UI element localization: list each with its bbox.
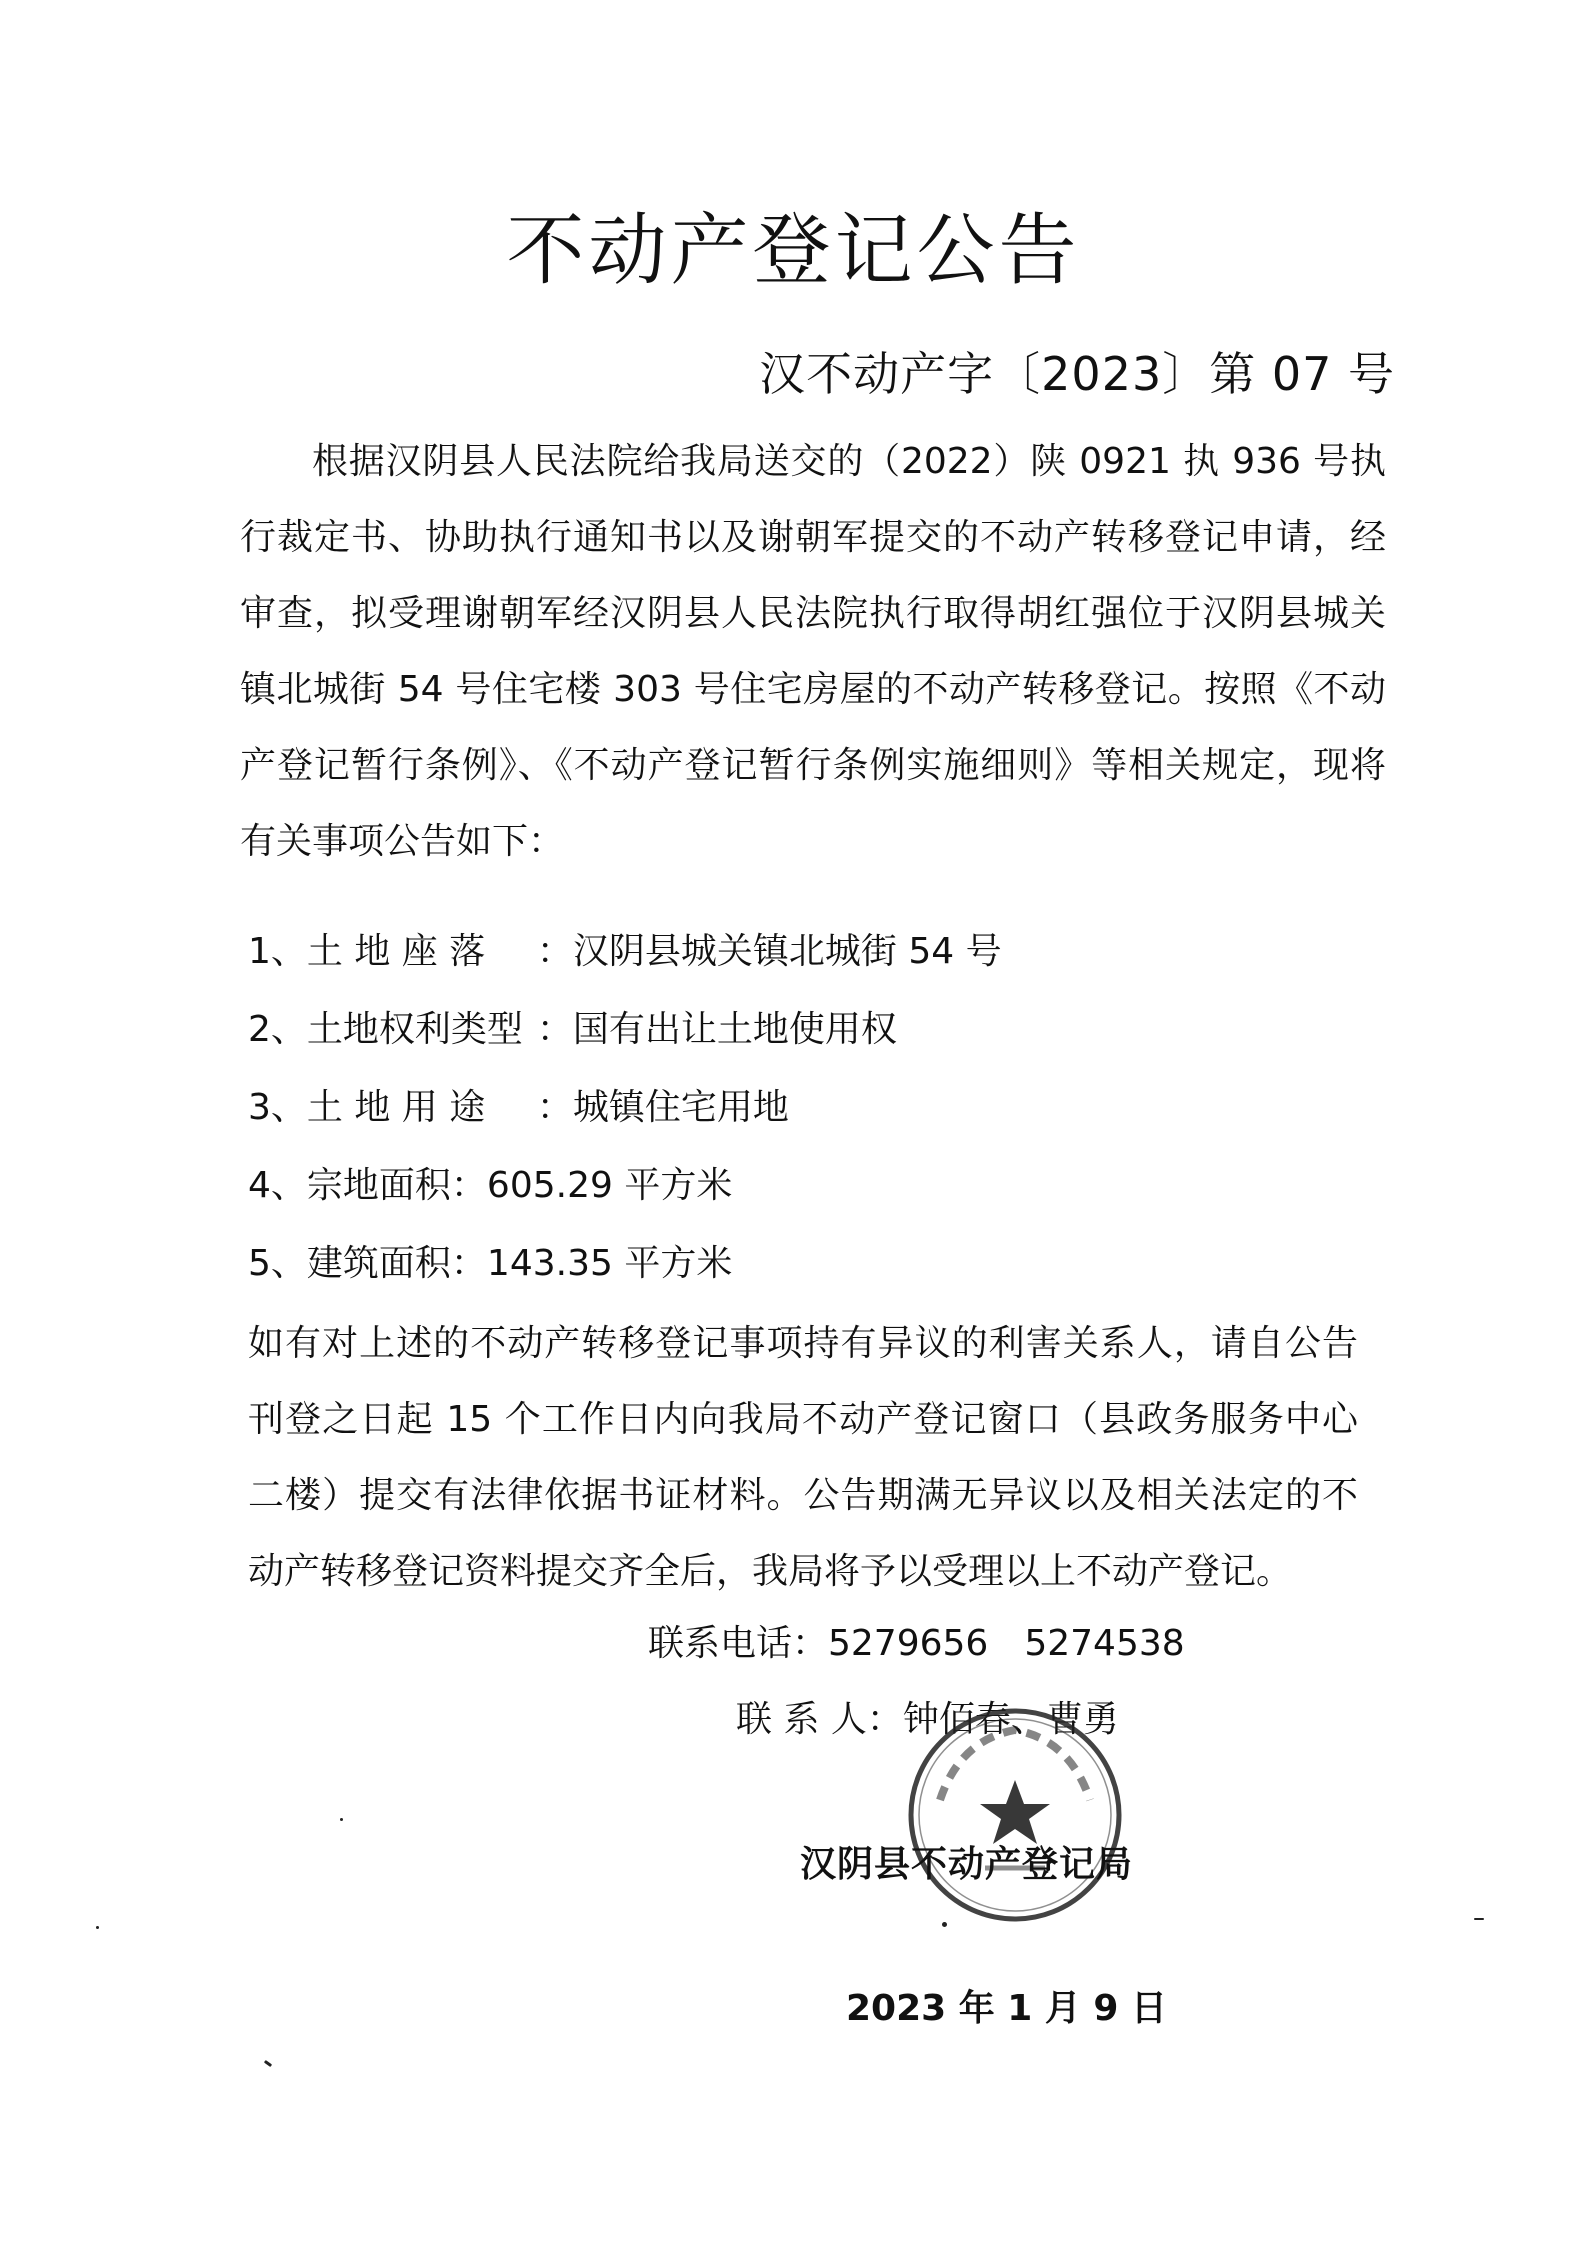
objection-paragraph: 如有对上述的不动产转移登记事项持有异议的利害关系人，请自公告刊登之日起 15 个工作日内向我局不动产登记窗口（县政务服务中心二楼）提交有法律依据书证材料。公告期满无异议以及相关法定的不动产转移登记资料提交齐全后，我局将予以受理以上不动产登记。: [248, 1323, 1358, 1592]
item-label: 土 地 座 落: [306, 931, 486, 972]
scan-speck: [96, 1926, 99, 1929]
item-label: 土 地 用 途: [306, 1087, 486, 1128]
scan-speck: [1474, 1918, 1484, 1920]
intro-paragraph: 根据汉阴县人民法院给我局送交的（2022）陕 0921 执 936 号执行裁定书、协助执行通知书以及谢朝军提交的不动产转移登记申请，经审查，拟受理谢朝军经汉阴县人民法院执行取得胡红强位于汉阴县城关镇北城街 54 号住宅楼 303 号住宅房屋的不动产转移登记。按照《不动产登记暂行条例》、《不动产登记暂行条例实施细则》等相关规定，现将有关事项公告如下：: [240, 441, 1386, 862]
scan-speck: [340, 1818, 343, 1821]
contact-phone: 联系电话：5279656 5274538: [648, 1623, 1185, 1664]
item-value: ：国有出让土地使用权: [536, 1009, 897, 1050]
item-land-right-type: [248, 1006, 897, 1054]
scan-speck: [264, 2060, 272, 2067]
item-building-area: [248, 1240, 732, 1288]
item-land-use: [248, 1084, 789, 1132]
item-parcel-area: [248, 1162, 732, 1210]
contact-person: 联 系 人：钟佰春、曹勇: [736, 1699, 1119, 1740]
item-label: 宗地面积: [306, 1165, 451, 1206]
official-seal-icon: [900, 1700, 1130, 1930]
item-number: 3、: [248, 1087, 307, 1128]
item-number: 4、: [248, 1165, 307, 1206]
issue-date: 2023 年 1 月 9 日: [846, 1988, 1167, 2029]
item-number: 2、: [248, 1009, 307, 1050]
issuer-name: 汉阴县不动产登记局: [800, 1844, 1134, 1885]
item-value: ：汉阴县城关镇北城街 54 号: [536, 931, 1002, 972]
item-label: 建筑面积: [306, 1243, 451, 1284]
item-value: ：城镇住宅用地: [536, 1087, 789, 1128]
scan-speck: [942, 1922, 947, 1927]
document-number: 汉不动产字〔2023〕第 07 号: [759, 347, 1395, 401]
item-number: 5、: [248, 1243, 307, 1284]
item-label: 土地权利类型: [306, 1009, 523, 1050]
item-value: ：143.35 平方米: [450, 1243, 733, 1284]
item-value: ：605.29 平方米: [450, 1165, 733, 1206]
document-title: 不动产登记公告: [506, 206, 1081, 296]
item-number: 1、: [248, 931, 307, 972]
item-land-location: [248, 928, 1002, 976]
